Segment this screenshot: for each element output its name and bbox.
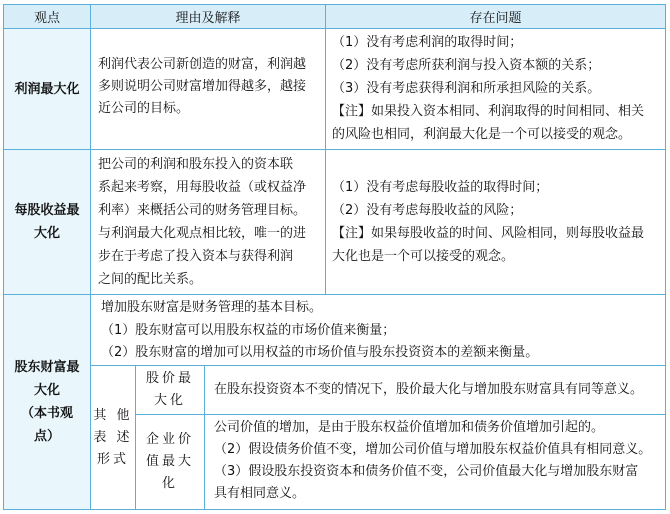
enterprise-value-label: [135, 414, 205, 510]
enterprise-value-label-line: 值最大: [145, 454, 194, 469]
row3-intro-line: 增加股东财富是财务管理的基本目标。: [101, 300, 323, 315]
row1-viewpoint: [3, 28, 91, 150]
header-problem: [325, 4, 666, 29]
stock-price-label-line: 大化: [153, 393, 186, 408]
stock-price-text-cell: [204, 365, 666, 415]
row3-viewpoint-line: 股东财富最: [14, 360, 80, 375]
row2-viewpoint-line: 大化: [33, 226, 60, 241]
row2-reason-line: 与利润最大化观点相比较，唯一的进: [98, 226, 307, 241]
row3-viewpoint: [3, 294, 91, 510]
row3-viewpoint-line: 大化: [33, 383, 60, 398]
row2-reason-line: 步在于考虑了投入资本与获得利润: [98, 249, 294, 264]
row2-reason-line: 系起来考察，用每股收益（或权益净: [98, 180, 307, 195]
enterprise-value-label-line: 化: [161, 476, 178, 491]
header-reason-text: 理由及解释: [175, 11, 241, 26]
row2-problem-line: （2）没有考虑每股收益的风险；: [332, 203, 523, 218]
row3-viewpoint-line: 点）: [33, 429, 60, 444]
row2-problem-line: 【注】如果每股收益的时间、风险相同，则每股收益最: [332, 226, 645, 241]
row1-problem: [325, 28, 666, 150]
other-forms-line: 形式: [96, 451, 129, 467]
row1-reason-line: 多则说明公司财富增加得越多，越接: [98, 79, 307, 94]
other-forms-line: 其 他: [93, 407, 133, 423]
row2-viewpoint-line: 每股收益最: [14, 203, 80, 218]
enterprise-value-text-cell: [204, 414, 666, 510]
header-viewpoint: [3, 4, 91, 29]
row2-reason-line: 把公司的利润和股东投入的资本联: [98, 157, 294, 172]
row2-reason: [90, 149, 326, 295]
enterprise-value-line: （3）假设股东投资资本和债务价值不变，公司价值最大化与增加股东财富: [214, 464, 639, 479]
row2-reason-line: 之间的配比关系。: [98, 272, 203, 287]
row3-intro-line: （1）股东财富可以用股东权益的市场价值来衡量；: [101, 323, 396, 338]
row2-problem: [325, 149, 666, 295]
row3-intro-line: （2）股东财富的增加可以用权益的市场价值与股东投资资本的差额来衡量。: [101, 345, 539, 360]
enterprise-value-label-line: 企业价: [145, 432, 194, 447]
header-reason: [90, 4, 326, 29]
stock-price-label-line: 股价最: [145, 371, 194, 386]
row2-problem-line: 大化也是一个可以接受的观念。: [332, 249, 515, 264]
row1-reason-line: 近公司的目标。: [98, 101, 190, 116]
row1-problem-line: 的风险也相同，利润最大化是一个可以接受的观念。: [332, 127, 632, 142]
stock-price-text: 在股东投资资本不变的情况下，股价最大化与增加股东财富具有同等意义。: [214, 382, 644, 397]
goals-table: [3, 4, 666, 510]
row3-viewpoint-line: （本书观: [20, 406, 73, 421]
enterprise-value-line: 具有相同意义。: [214, 486, 306, 501]
row1-reason-line: 利润代表公司新创造的财富，利润越: [98, 57, 307, 72]
row2-reason-line: 利率）来概括公司的财务管理目标。: [98, 203, 307, 218]
row2-viewpoint: [3, 149, 91, 295]
header-problem-text: 存在问题: [469, 11, 522, 26]
enterprise-value-line: （2）假设债务价值不变，增加公司价值与增加股东权益价值具有相同意义。: [214, 442, 652, 457]
row3-intro: [90, 294, 666, 366]
row1-problem-line: （2）没有考虑所获利润与投入资本额的关系；: [332, 58, 601, 73]
row1-reason: [90, 28, 326, 150]
row2-problem-line: （1）没有考虑每股收益的取得时间；: [332, 180, 549, 195]
row1-problem-line: （1）没有考虑利润的取得时间；: [332, 35, 523, 50]
other-forms-line: 表 述: [93, 429, 133, 445]
stock-price-label: [135, 365, 205, 415]
row1-problem-line: （3）没有考虑获得利润和所承担风险的关系。: [332, 81, 601, 96]
row1-viewpoint-text: 利润最大化: [14, 81, 80, 97]
other-forms-label: [90, 365, 136, 510]
header-viewpoint-text: 观点: [33, 11, 60, 26]
row1-problem-line: 【注】如果投入资本相同、利润取得的时间相同、相关: [332, 104, 645, 119]
enterprise-value-line: 公司价值的增加，是由于股东权益价值增加和债务价值增加引起的。: [214, 420, 605, 435]
